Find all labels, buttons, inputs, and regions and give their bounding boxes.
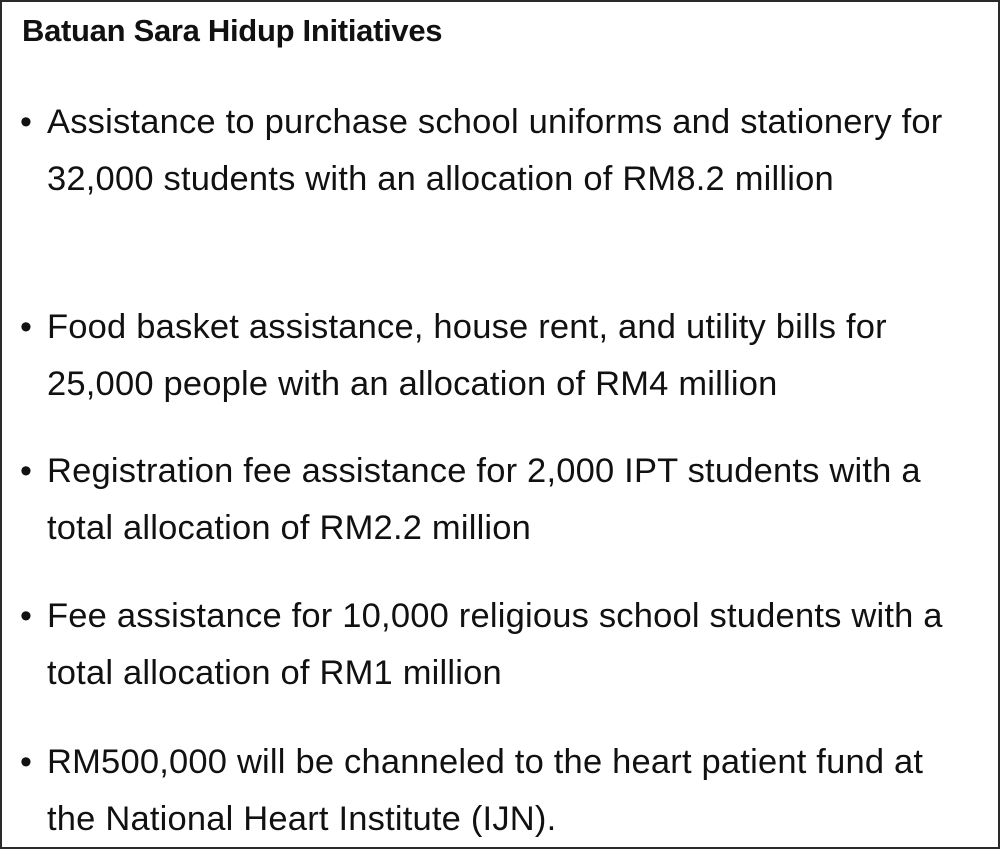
bullet-icon: • [20, 597, 32, 635]
bullet-icon: • [20, 452, 32, 490]
page-title: Batuan Sara Hidup Initiatives [22, 13, 443, 48]
list-item [20, 299, 970, 413]
list-item-text: RM500,000 will be channeled to the heart patient fund at the National Heart Institute (IJN). [47, 743, 924, 838]
list-item-text: Fee assistance for 10,000 religious school students with a total allocation of RM1 million [47, 597, 943, 692]
bullet-icon: • [20, 103, 32, 141]
list-item-text: Registration fee assistance for 2,000 IPT students with a total allocation of RM2.2 million [47, 452, 921, 547]
list-item [20, 443, 970, 557]
list-item-text: Food basket assistance, house rent, and utility bills for 25,000 people with an allocation of RM4 million [47, 308, 887, 403]
list-item [20, 94, 970, 208]
bullet-icon: • [20, 308, 32, 346]
bullet-icon: • [20, 743, 32, 781]
list-item-text: Assistance to purchase school uniforms and stationery for 32,000 students with an allocation of RM8.2 million [47, 103, 943, 198]
list-item [20, 588, 970, 702]
list-item [20, 734, 970, 848]
